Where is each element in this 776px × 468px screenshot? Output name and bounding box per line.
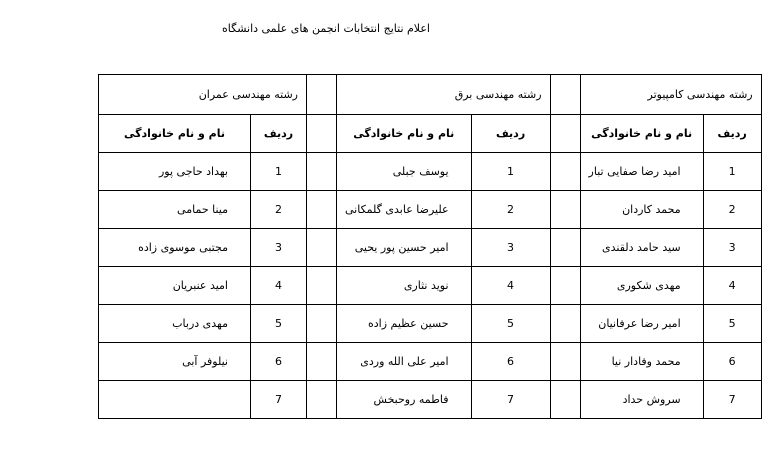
row-number-cell: 3 (703, 229, 761, 267)
section-title: رشته مهندسی برق (337, 75, 551, 115)
column-header-row (99, 115, 762, 153)
row-number-cell: 5 (703, 305, 761, 343)
gap-cell (307, 153, 337, 191)
member-name-cell: محمد وفادار نیا (580, 343, 703, 381)
row-number-cell: 4 (471, 267, 550, 305)
gap-cell (307, 115, 337, 153)
gap-cell (307, 191, 337, 229)
row-column-header: ردیف (471, 115, 550, 153)
table-row (99, 191, 762, 229)
section-title-row (99, 75, 762, 115)
gap-cell (307, 229, 337, 267)
gap-cell (307, 305, 337, 343)
name-column-header: نام و نام خانوادگی (337, 115, 472, 153)
row-number-cell: 7 (251, 381, 307, 419)
member-name-cell: مهدی درباب (99, 305, 251, 343)
member-name-cell: حسین عظیم زاده (337, 305, 472, 343)
row-number-cell: 2 (471, 191, 550, 229)
name-column-header: نام و نام خانوادگی (580, 115, 703, 153)
table-row (99, 267, 762, 305)
member-name-cell: سروش حداد (580, 381, 703, 419)
member-name-cell: امیر رضا عرفانیان (580, 305, 703, 343)
gap-cell (550, 267, 580, 305)
row-number-cell: 6 (251, 343, 307, 381)
row-number-cell: 2 (251, 191, 307, 229)
row-number-cell: 4 (251, 267, 307, 305)
gap-cell (550, 343, 580, 381)
row-number-cell: 3 (251, 229, 307, 267)
member-name-cell: نوید نثاری (337, 267, 472, 305)
gap-cell (550, 191, 580, 229)
row-number-cell: 5 (471, 305, 550, 343)
member-name-cell: امید رضا صفایی تبار (580, 153, 703, 191)
gap-cell (550, 153, 580, 191)
gap-cell (550, 75, 580, 115)
table-row (99, 153, 762, 191)
row-number-cell: 5 (251, 305, 307, 343)
page-title: اعلام نتایج انتخابات انجمن های علمی دانشگاه (222, 22, 430, 35)
row-number-cell: 4 (703, 267, 761, 305)
member-name-cell: امیر حسین پور یحیی (337, 229, 472, 267)
row-number-cell: 1 (471, 153, 550, 191)
member-name-cell: امید عنبریان (99, 267, 251, 305)
gap-cell (550, 115, 580, 153)
row-number-cell: 6 (471, 343, 550, 381)
row-number-cell: 7 (471, 381, 550, 419)
member-name-cell: مهدی شکوری (580, 267, 703, 305)
member-name-cell: مجتبی موسوی زاده (99, 229, 251, 267)
row-number-cell: 6 (703, 343, 761, 381)
gap-cell (550, 305, 580, 343)
member-name-cell: مینا حمامی (99, 191, 251, 229)
table-row (99, 343, 762, 381)
gap-cell (307, 343, 337, 381)
member-name-cell: امیر علی الله وردی (337, 343, 472, 381)
gap-cell (307, 75, 337, 115)
gap-cell (550, 381, 580, 419)
gap-cell (550, 229, 580, 267)
member-name-cell: یوسف جبلی (337, 153, 472, 191)
section-title: رشته مهندسی کامپیوتر (580, 75, 761, 115)
table-row (99, 305, 762, 343)
table-row (99, 229, 762, 267)
row-number-cell: 2 (703, 191, 761, 229)
row-number-cell: 1 (251, 153, 307, 191)
row-column-header: ردیف (703, 115, 761, 153)
results-table (98, 74, 762, 419)
row-number-cell: 7 (703, 381, 761, 419)
name-column-header: نام و نام خانوادگی (99, 115, 251, 153)
member-name-cell: نیلوفر آبی (99, 343, 251, 381)
member-name-cell: محمد کاردان (580, 191, 703, 229)
member-name-cell (99, 381, 251, 419)
row-number-cell: 1 (703, 153, 761, 191)
row-column-header: ردیف (251, 115, 307, 153)
member-name-cell: بهداد حاجی پور (99, 153, 251, 191)
row-number-cell: 3 (471, 229, 550, 267)
section-title: رشته مهندسی عمران (99, 75, 307, 115)
table-row (99, 381, 762, 419)
member-name-cell: علیرضا عابدی گلمکانی (337, 191, 472, 229)
gap-cell (307, 381, 337, 419)
member-name-cell: فاطمه روحبخش (337, 381, 472, 419)
member-name-cell: سید حامد دلقندی (580, 229, 703, 267)
gap-cell (307, 267, 337, 305)
